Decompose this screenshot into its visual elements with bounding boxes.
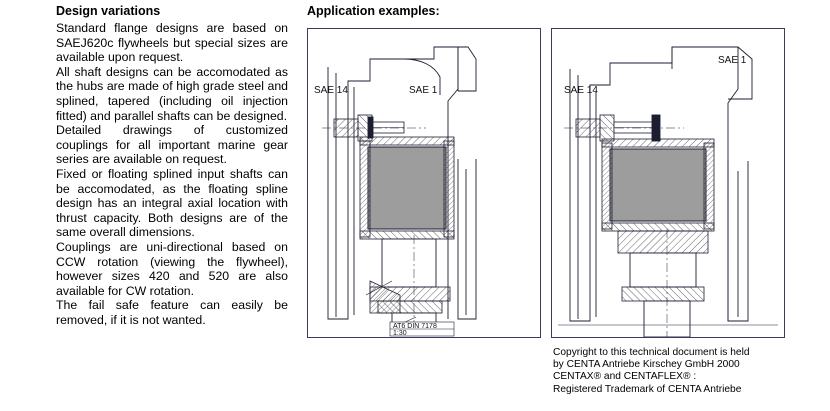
paragraph-2: All shaft designs can be accomodated as the hubs are made of high grade steel and splined, tapered (including oil injection fitted) and parallel shafts can be designed. — [56, 64, 288, 123]
technical-drawing-left — [307, 28, 541, 338]
copyright-notice — [553, 347, 813, 396]
design-variations-section — [56, 4, 288, 327]
drawing-left-svg — [308, 29, 540, 337]
page-title: Design variations — [56, 4, 161, 18]
copyright-line-2: by CENTA Antriebe Kirschey GmbH 2000 — [553, 359, 740, 371]
label-sae1-left: SAE 1 — [409, 85, 438, 96]
paragraph-6: The fail safe feature can easily be removed, if it is not wanted. — [56, 298, 288, 327]
label-sae1-right: SAE 1 — [718, 55, 747, 66]
application-examples-label: Application examples — [307, 4, 436, 18]
label-taper-ratio: 1:30 — [393, 330, 407, 337]
paragraph-3: Detailed drawings of customized couplings for all important marine gear series are available on request. — [56, 123, 288, 167]
paragraph-5: Couplings are uni-directional based on CCW rotation (viewing the flywheel), however sizes 420 and 520 are also available for CW rotation. — [56, 239, 288, 298]
drawing-right-svg — [552, 29, 784, 337]
copyright-line-4: Registered Trademark of CENTA Antriebe — [553, 383, 742, 395]
copyright-line-3: CENTAX® and CENTAFLEX® : — [553, 371, 697, 383]
copyright-line-1: Copyright to this technical document is held — [553, 347, 750, 358]
application-examples-heading — [307, 4, 440, 18]
label-sae14-right: SAE 14 — [564, 85, 598, 96]
label-sae14-left: SAE 14 — [314, 85, 348, 96]
technical-drawing-right — [551, 28, 785, 338]
colon: : — [435, 4, 440, 18]
label-din-note: AT6 DIN 7178 — [393, 323, 437, 330]
paragraph-4: Fixed or floating splined input shafts can be accomodated, as the floating spline design has an integral axial location with thrust capacity. Both designs are of the same overall dimensions. — [56, 166, 288, 240]
paragraph-1: Standard flange designs are based on SAEJ620c flywheels but special sizes are available upon request. — [56, 21, 288, 65]
